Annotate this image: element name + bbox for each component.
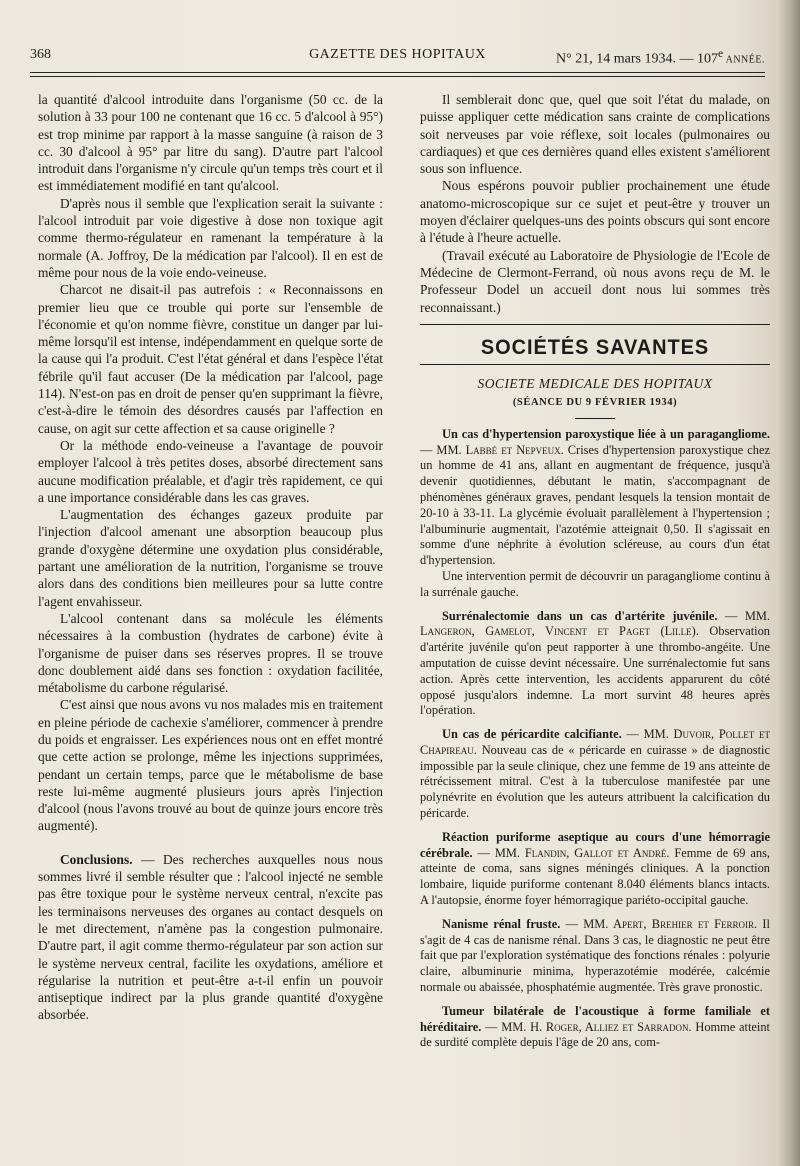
paragraph: L'augmentation des échanges gazeux produite par l'injection d'alcool amenant une absorption beaucoup plus grande d'oxygène détermine une oxydation plus considérable, partant une amélioration de la nutrition, l'organisme se trouve alors dans des conditions bien meilleures pour sa lutte contre l'agent envahisseur. [38, 507, 383, 609]
paragraph: C'est ainsi que nous avons vu nos malades mis en traitement en pleine période de cachexie s'améliorer, commencer à prendre du poids et engraisser. Les expériences nous ont en effet montré que cette action se prolonge, même les injections supprimées, pendant un certain temps, parce que le métabolisme de base reste lui-même augmenté plusieurs jours après l'injection d'alcool (nous l'avons trouvé au bout de quinze jours encore très augmenté). [38, 697, 383, 834]
society-entry [420, 830, 770, 909]
society-name: SOCIETE MEDICALE DES HOPITAUX [477, 376, 713, 392]
entry-title: Un cas de péricardite calcifiante. [442, 727, 622, 742]
section-heading-box [420, 324, 770, 365]
header-rule-bottom [30, 76, 765, 77]
entry-title: Réaction puriforme aseptique au cours d'une hémorragie cérébrale. [420, 829, 770, 860]
society-entry [420, 427, 770, 601]
issue-suffix: e [717, 47, 724, 60]
entry-authors: — MM. Apert, Brehier et Ferroir. [560, 916, 758, 931]
journal-title: GAZETTE DES HOPITAUX [309, 47, 486, 62]
page-header [30, 47, 765, 67]
left-column [38, 91, 383, 1024]
section-heading: SOCIÉTÉS SAVANTES [480, 335, 710, 359]
conclusions-text: — Des recherches auxquelles nous nous sommes livré il semble résulter que : l'alcool injecté ne semble pas être toxique pour le système nerveux central, n'excite pas les terminaisons nerveuses des organes au contact desquels on le met directement, n'amène pas la congestion pulmonaire. D'autre part, il agit comme thermo-régulateur par son action sur le système nerveux central, facilite les oxydations, améliore et régularise la nutrition et peut-être a-t-il enfin un pouvoir antiseptique indirect par la plus grande quantité d'oxygène absorbée. [38, 851, 383, 1023]
issue-number: N° 21, 14 mars 1934. — 107 [556, 51, 718, 67]
conclusions-paragraph [38, 851, 383, 1024]
entry-title: Tumeur bilatérale de l'acoustique à forme familiale et héréditaire. [420, 1003, 770, 1034]
entry-body: Observation d'artérite juvénile qu'on peut rapporter à une thrombo-angéite. Une amputation de cuisse devint nécessaire. Une surrénalectomie fut sans action. Après cette intervention, les accidents apparurent du côté opposé jusqu'alors indemne. La mort survint 48 heures après l'opération. [420, 624, 770, 718]
paragraph: (Travail exécuté au Laboratoire de Physiologie de l'Ecole de Médecine de Clermont-Ferrand, où nous avons reçu de M. le Professeur Dodel un accueil dont nous lui sommes très reconnaissant.) [420, 247, 770, 315]
entry-body: Crises d'hypertension paroxystique chez un homme de 41 ans, allant en augmentant de fréquence, jusqu'à devenir quotidiennes, débutant le matin, s'accompagnant de phénomènes généraux graves, pendant lesquels la tension montait de 20-10 à 33-11. La glycémie évoluait parallèlement à l'hypertension ; l'albuminurie augmentait, l'azotémie atteignait 0,50. Il s'agissait en somme d'une néphrite à évolution scléreuse, au cours d'un état d'hypertension. [420, 442, 770, 568]
entry-title: Nanisme rénal fruste. [442, 916, 561, 931]
entry-authors: — MM. Flandin, Gallot et André. [472, 845, 670, 860]
header-rule-top [30, 72, 765, 73]
paragraph: L'alcool contenant dans sa molécule les éléments nécessaires à la combustion (hydrates de carbone) évite à l'organisme de puiser dans ses réserves propres. Il se trouve donc doublement aidé dans ses fonction : oxydation facilitée, métabolisme du carbone régularisé. [38, 610, 383, 696]
entry-extra: Une intervention permit de découvrir un paragangliome continu à la surrénale gauche. [420, 568, 770, 599]
society-entry [420, 917, 770, 996]
society-entry [420, 609, 770, 720]
issue-info [556, 47, 765, 68]
issue-tail: ANNÉE. [723, 54, 765, 66]
paragraph: Or la méthode endo-veineuse a l'avantage de pouvoir employer l'alcool à très petites doses, absorbé directement sans aucune modification préalable, et d'agir très rapidement, ce qui a une importance considérable dans les cas graves. [38, 437, 383, 505]
paragraph: Nous espérons pouvoir publier prochainement une étude anatomo-microscopique sur ce sujet et peut-être y trouver un moyen d'éclairer quelques-uns des points obscurs qui sont encore à l'étude à l'heure actuelle. [420, 178, 770, 246]
entry-authors: — MM. Labbé et Nepveux. [420, 442, 564, 457]
society-entry [420, 1004, 770, 1051]
entry-body: Homme atteint de surdité complète depuis l'âge de 20 ans, com- [420, 1019, 770, 1050]
short-rule [575, 418, 615, 419]
paragraph: la quantité d'alcool introduite dans l'organisme (50 cc. de la solution à 33 pour 100 ne contenant que 16 cc. 5 d'alcool à 95°) est trop minime par rapport à la masse sanguine (à raison de 3 cc. 30 d'alcool à 95° par litre du sang). D'autre part l'alcool introduit dans l'organisme n'y circule qu'un temps très court et il est immédiatement modifié en tant qu'alcool. [38, 92, 383, 194]
conclusions-label: Conclusions. [60, 851, 133, 867]
entry-body: Nouveau cas de « péricarde en cuirasse » de diagnostic impossible par la seule clinique, chez une femme de 19 ans atteinte de rétrécissement mitral. C'est à la tuberculose manifestée par une polynévrite en évolution que les auteurs attribuent la calcification du péricarde. [420, 742, 770, 821]
paragraph: Charcot ne disait-il pas autrefois : « Reconnaissons en premier lieu que ce trouble qui porte sur l'ensemble de l'économie et qu'on nomme fièvre, constitue un danger par lui-même lorsqu'il est intense, indépendamment en quelque sorte de la cause qui l'a produit. C'est l'état général et dans l'espèce l'état fébrile qu'il faut accuser (De la médication par l'alcool, page 114). N'est-on pas en droit de penser qu'en supprimant la fièvre, c'est-à-dire le témoin des désordres causés par l'affection en cause, on agit sur cette affection et sa cause originelle ? [38, 282, 383, 436]
entry-body: Il s'agit de 4 cas de nanisme rénal. Dans 3 cas, le diagnostic ne peut être fait que par l'exploration systématique des fonctions rénales : polyurie claire, albuminurie minima, hyperazotémie modérée, calcémie normale ou abaissée, phosphatémie augmentée. Très grave pronostic. [420, 916, 770, 995]
entry-authors: — MM. Duvoir, Pollet et Chapireau. [420, 727, 770, 757]
society-entry [420, 727, 770, 822]
entry-authors: — MM. H. Roger, Alliez et Sarradon. [481, 1019, 692, 1034]
spacer [38, 835, 383, 851]
entry-title: Un cas d'hypertension paroxystique liée à un paragangliome. [442, 426, 770, 441]
paragraph: D'après nous il semble que l'explication serait la suivante : l'alcool introduit par voie digestive à dose non toxique agit comme thermo-régulateur en ramenant la température à la normale (A. Joffroy, De la médication par l'alcool). Il en est de même pour nous de la voie endo-veineuse. [38, 195, 383, 280]
entry-body: Femme de 69 ans, atteinte de coma, sans signes méningés cliniques. A la ponction lombaire, liquide puriforme contenant 8.040 éléments blancs intacts. A l'autopsie, énorme foyer hémorragique pariéto-occipital gauche. [420, 845, 770, 908]
page-number: 368 [30, 47, 51, 62]
session-date: (SÉANCE DU 9 FÉVRIER 1934) [512, 397, 678, 409]
entry-authors: — MM. Langeron, Gamelot, Vincent et Paget (Lille). [420, 608, 770, 639]
right-column [420, 91, 770, 1051]
entry-title: Surrénalectomie dans un cas d'artérite juvénile. [442, 608, 718, 623]
paragraph: Il semblerait donc que, quel que soit l'état du malade, on puisse appliquer cette médication sans crainte de complications soit nerveuses par voie réflexe, soit locales (pulmonaires ou cardiaques) et que ces dernières quand elles existent s'améliorent sous son influence. [420, 92, 770, 177]
page-edge-shadow [778, 0, 800, 1166]
